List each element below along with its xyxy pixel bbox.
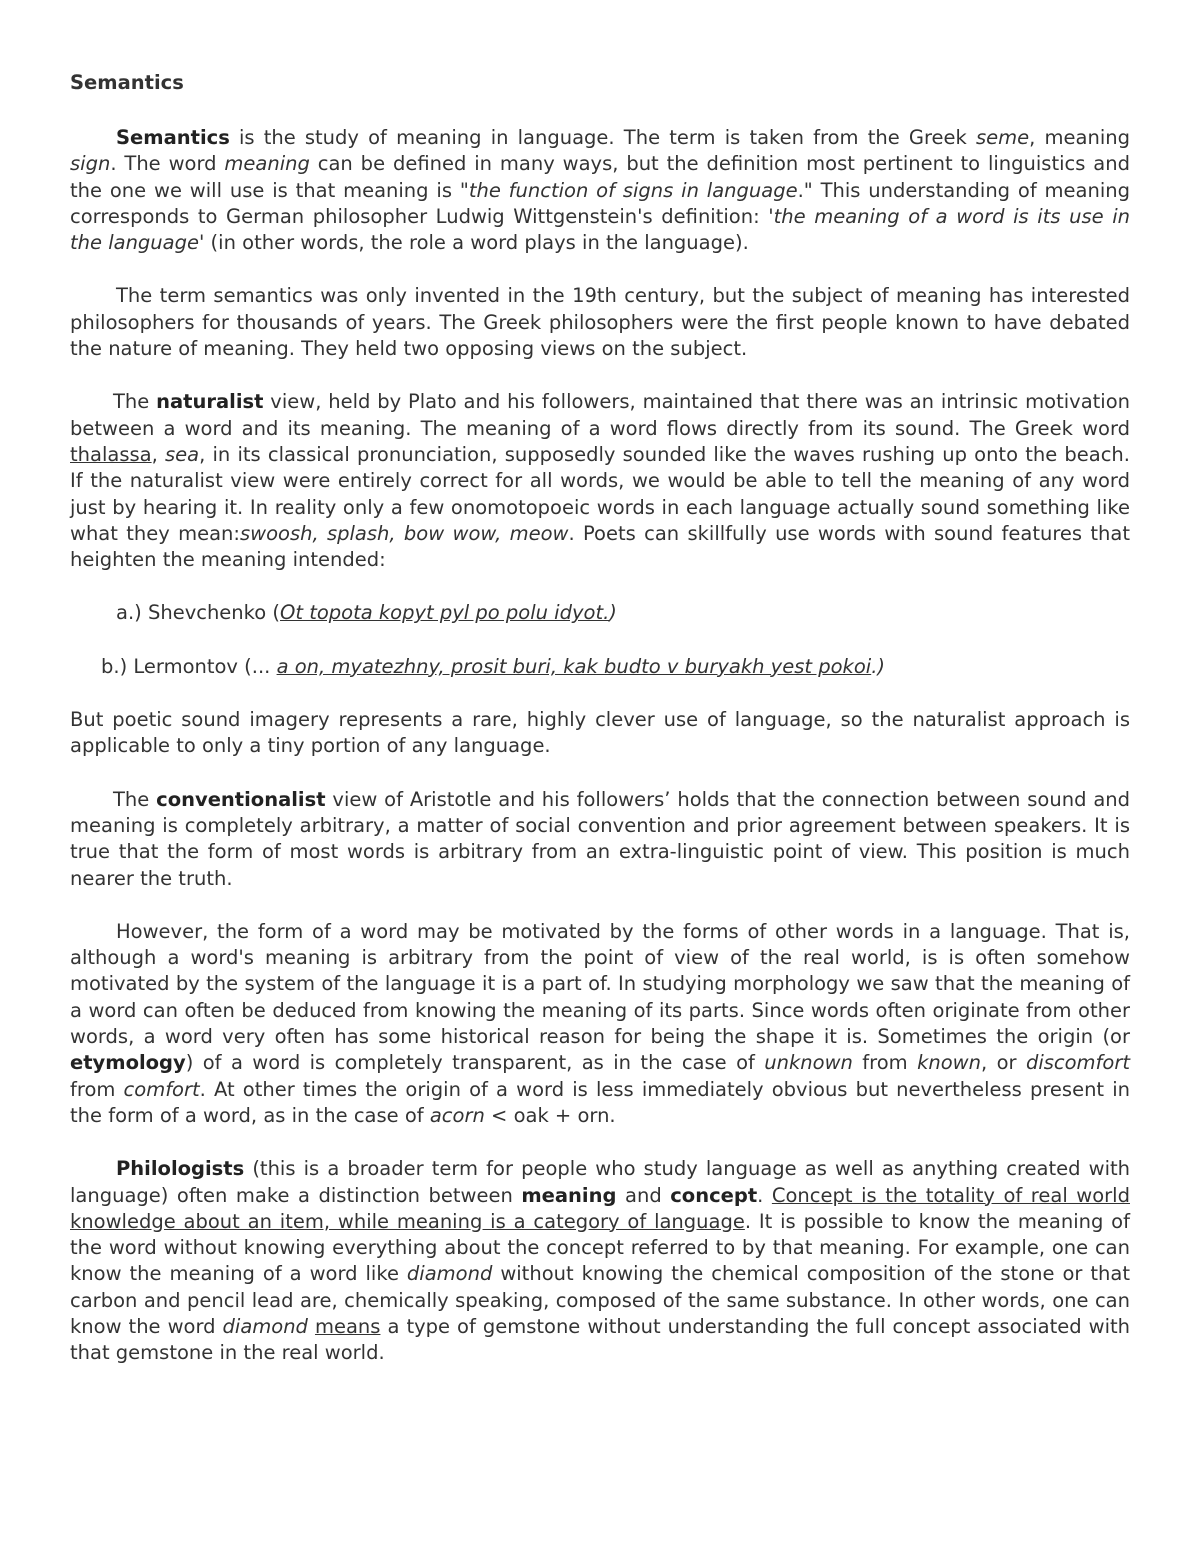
paragraph-naturalist: The naturalist view, held by Plato and his followers, maintained that there was an intrinsic motivation between a word and its meaning. The meaning of a word flows directly from its sound. The Greek word thalassa, sea, in its classical pronunciation, supposedly sounded like the waves rushing up onto the beach. If the naturalist view were entirely correct for all words, we would be able to tell the meaning of any word just by hearing it. In reality only a few onomotopoeic words in each language actually sound something like what they mean:swoosh, splash, bow wow, meow. Poets can skillfully use words with sound features that heighten the meaning intended:	[70, 390, 1131, 572]
example-lermontov: b.) Lermontov (... a on, myatezhny, prosit buri, kak budto v buryakh yest pokoi.)	[101, 654, 885, 678]
paragraph-history: The term semantics was only invented in the 19th century, but the subject of meaning has interested philosophers for thousands of years. The Greek philosophers were the first people known to have debated the nature of meaning. They held two opposing views on the subject.	[70, 284, 1130, 361]
paragraph-poetic-imagery: But poetic sound imagery represents a rare, highly clever use of language, so the naturalist approach is applicable to only a tiny portion of any language.	[70, 708, 1130, 758]
document-page	[70, 68, 1130, 1394]
document-title: Semantics	[70, 71, 184, 94]
term-conventionalist: conventionalist	[156, 787, 326, 811]
paragraph-philologists: Philologists (this is a broader term for people who study language as well as anything created with language) often make a distinction between meaning and concept. Concept is the totality of real world knowledge about an item, while meaning is a category of language. It is possible to know the meaning of the word without knowing everything about the concept referred to by that meaning. For example, one can know the meaning of a word like diamond without knowing the chemical composition of the stone or that carbon and pencil lead are, chemically speaking, composed of the same substance. In other words, one can know the word diamond means a type of gemstone without understanding the full concept associated with that gemstone in the real world.	[70, 1157, 1130, 1365]
term-etymology: etymology	[70, 1051, 186, 1075]
example-shevchenko: a.) Shevchenko (Ot topota kopyt pyl po polu idyot.)	[116, 601, 617, 625]
paragraph-semantics-definition: Semantics is the study of meaning in language. The term is taken from the Greek seme, meaning sign. The word meaning can be defined in many ways, but the definition most pertinent to linguistics and the one we will use is that meaning is "the function of signs in language." This understanding of meaning corresponds to German philosopher Ludwig Wittgenstein's definition: 'the meaning of a word is its use in the language' (in other words, the role a word plays in the language).	[70, 126, 1131, 255]
term-philologists: Philologists	[116, 1157, 245, 1181]
paragraph-conventionalist: The conventionalist view of Aristotle and his followers’ holds that the connection between sound and meaning is completely arbitrary, a matter of social convention and prior agreement between speakers. It is true that the form of most words is arbitrary from an extra-linguistic point of view. This position is much nearer the truth.	[70, 787, 1130, 890]
term-semantics: Semantics	[116, 126, 230, 149]
paragraph-motivation: However, the form of a word may be motivated by the forms of other words in a language. That is, although a word's meaning is arbitrary from the point of view of the real world, is is often somehow motivated by the system of the language it is a part of. In studying morphology we saw that the meaning of a word can often be deduced from knowing the meaning of its parts. Since words often originate from other words, a word very often has some historical reason for being the shape it is. Sometimes the origin (or etymology) of a word is completely transparent, as in the case of unknown from known, or discomfort from comfort. At other times the origin of a word is less immediately obvious but nevertheless present in the form of a word, as in the case of acorn < oak + orn.	[70, 919, 1131, 1127]
term-naturalist: naturalist	[156, 390, 264, 414]
